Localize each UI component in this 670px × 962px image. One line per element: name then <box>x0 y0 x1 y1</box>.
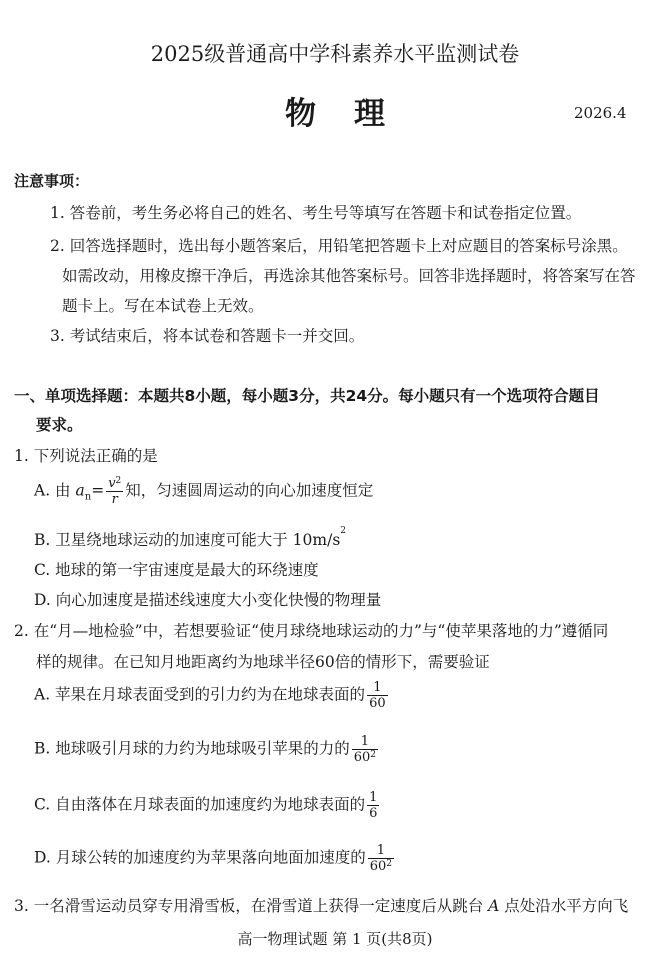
option-b-exponent: 2 <box>340 526 347 536</box>
subject-title: 物理 <box>285 96 423 132</box>
question-2-option-b <box>34 734 380 765</box>
fraction-denominator: 60 <box>353 750 371 765</box>
section-1-heading-cont: 要求。 <box>36 416 83 434</box>
fraction-numerator: 1 <box>367 680 388 696</box>
fraction-denominator: r <box>111 492 118 507</box>
note-item-1: 1. 答卷前，考生务必将自己的姓名、考生号等填写在答题卡和试卷指定位置。 <box>50 204 582 222</box>
denominator-exponent: 2 <box>370 750 377 760</box>
option-a-fraction <box>367 680 388 711</box>
option-c-text: C. 自由落体在月球表面的加速度约为地球表面的 <box>34 795 366 814</box>
option-d-text: D. 月球公转的加速度约为苹果落向地面加速度的 <box>34 848 366 867</box>
exam-date: 2026.4 <box>574 104 627 122</box>
fraction-denominator: 60 <box>369 859 387 874</box>
question-2-stem-cont: 样的规律。在已知月地距离约为地球半径60倍的情形下，需要验证 <box>36 653 490 671</box>
option-a-suffix: 知，匀速圆周运动的向心加速度恒定 <box>125 481 374 500</box>
question-2-option-a <box>34 680 390 711</box>
notes-title: 注意事项： <box>14 172 90 190</box>
point-label: A <box>488 897 500 915</box>
option-c-fraction <box>367 790 379 821</box>
formula-fraction <box>106 476 123 507</box>
fraction-denominator: 60 <box>369 696 386 711</box>
option-a-text: A. 苹果在月球表面受到的引力约为在地球表面的 <box>34 685 366 704</box>
page-footer: 高一物理试题 第 1 页(共8页) <box>237 930 433 948</box>
option-a-prefix: A. 由 <box>34 481 76 500</box>
question-2-option-d <box>34 843 396 874</box>
question-3-text: 3. 一名滑雪运动员穿专用滑雪板，在滑雪道上获得一定速度后从跳台 <box>14 897 489 915</box>
exam-title: 2025级普通高中学科素养水平监测试卷 <box>150 42 520 66</box>
question-2-stem: 2. 在“月—地检验”中，若想要验证“使月球绕地球运动的力”与“使苹果落地的力”遵循同 <box>14 622 609 640</box>
question-3-text-cont: 点处沿水平方向飞 <box>499 897 629 915</box>
option-b-fraction <box>352 734 378 765</box>
question-1-stem: 1. 下列说法正确的是 <box>14 447 158 465</box>
option-b-text: B. 卫星绕地球运动的加速度可能大于 10m/s <box>34 531 341 549</box>
note-item-2-cont: 如需改动，用橡皮擦干净后，再选涂其他答案标号。回答非选择题时，将答案写在答 <box>62 267 636 285</box>
fraction-numerator: v <box>108 476 116 491</box>
question-1-option-d: D. 向心加速度是描述线速度大小变化快慢的物理量 <box>34 591 382 609</box>
question-1-option-c: C. 地球的第一宇宙速度是最大的环绕速度 <box>34 561 319 579</box>
question-3-stem <box>14 894 628 916</box>
accel-symbol: a <box>75 481 85 500</box>
option-b-text: B. 地球吸引月球的力约为地球吸引苹果的力的 <box>34 739 350 758</box>
fraction-numerator: 1 <box>368 843 394 859</box>
question-1-option-a <box>34 476 373 507</box>
question-2-option-c <box>34 790 381 821</box>
option-d-fraction <box>368 843 394 874</box>
accel-subscript: n <box>84 491 92 503</box>
note-item-2: 2. 回答选择题时，选出每小题答案后，用铅笔把答题卡上对应题目的答案标号涂黑。 <box>50 237 628 255</box>
equals-sign: = <box>91 481 105 500</box>
numerator-exponent: 2 <box>115 476 122 486</box>
fraction-denominator: 6 <box>369 806 378 821</box>
fraction-numerator: 1 <box>352 734 378 750</box>
denominator-exponent: 2 <box>386 859 393 869</box>
fraction-numerator: 1 <box>369 790 378 805</box>
note-item-2-cont2: 题卡上。写在本试卷上无效。 <box>62 297 264 315</box>
question-1-option-b <box>34 528 346 550</box>
section-1-heading: 一、单项选择题：本题共8小题，每小题3分，共24分。每小题只有一个选项符合题目 <box>14 387 600 405</box>
note-item-3: 3. 考试结束后，将本试卷和答题卡一并交回。 <box>50 327 365 345</box>
